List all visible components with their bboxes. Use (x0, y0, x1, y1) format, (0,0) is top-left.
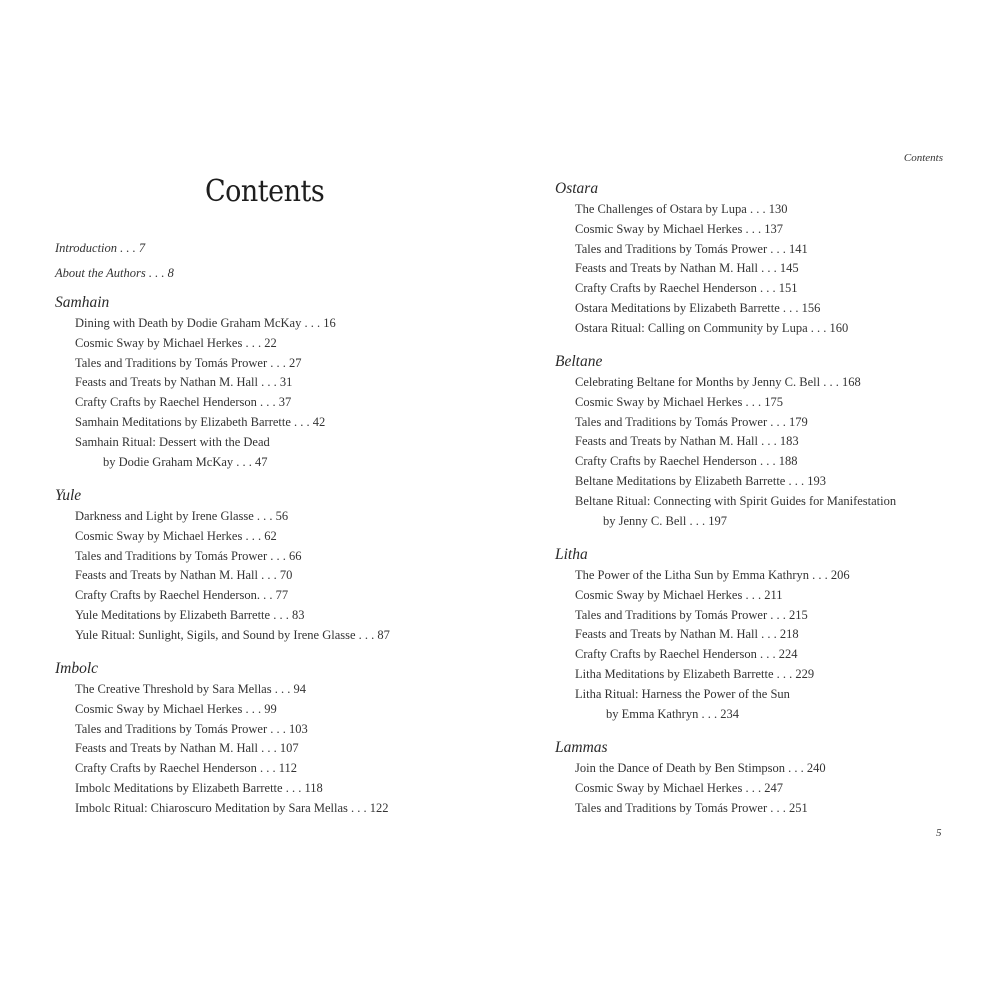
toc-entry[interactable]: Tales and Traditions by Tomás Prower . . . 27 (75, 355, 302, 370)
front-matter-list (55, 236, 174, 285)
toc-entry[interactable]: Yule Meditations by Elizabeth Barrette . . . 83 (75, 607, 305, 622)
section-heading-litha: Litha (555, 546, 588, 563)
toc-entry[interactable]: Cosmic Sway by Michael Herkes . . . 247 (575, 780, 783, 795)
toc-entry[interactable]: Cosmic Sway by Michael Herkes . . . 137 (575, 221, 783, 236)
toc-entry[interactable]: Crafty Crafts by Raechel Henderson . . . 37 (75, 395, 292, 410)
toc-entry-about-the-authors[interactable]: About the Authors . . . 8 (55, 265, 174, 280)
toc-entry[interactable]: Imbolc Ritual: Chiaroscuro Meditation by Sara Mellas . . . 122 (75, 800, 389, 815)
toc-entry[interactable]: Ostara Ritual: Calling on Community by Lupa . . . 160 (575, 320, 849, 335)
toc-entry[interactable]: Join the Dance of Death by Ben Stimpson . . . 240 (575, 761, 826, 775)
toc-entry[interactable]: Ostara Meditations by Elizabeth Barrette . . . 156 (575, 300, 821, 315)
toc-entry[interactable]: Tales and Traditions by Tomás Prower . . . 215 (575, 607, 808, 622)
running-head: Contents (903, 152, 943, 164)
toc-entry[interactable]: Feasts and Treats by Nathan M. Hall . . . 183 (575, 434, 799, 449)
page-number: 5 (936, 827, 942, 839)
toc-entry[interactable]: Feasts and Treats by Nathan M. Hall . . . 31 (75, 375, 293, 390)
toc-section-imbolc (55, 658, 485, 819)
toc-section-ostara (555, 178, 985, 339)
toc-entry[interactable]: The Challenges of Ostara by Lupa . . . 130 (575, 202, 788, 216)
right-page (500, 0, 1000, 1000)
toc-entry[interactable]: Imbolc Meditations by Elizabeth Barrette . . . 118 (75, 780, 323, 795)
section-heading-lammas: Lammas (555, 739, 608, 756)
section-heading-imbolc: Imbolc (55, 660, 99, 677)
toc-entry[interactable]: Tales and Traditions by Tomás Prower . . . 251 (575, 800, 808, 815)
toc-entry[interactable]: Beltane Meditations by Elizabeth Barrette . . . 193 (575, 473, 826, 488)
toc-entry[interactable]: Crafty Crafts by Raechel Henderson. . . 77 (75, 588, 289, 603)
toc-entry[interactable]: Darkness and Light by Irene Glasse . . . 56 (75, 509, 289, 523)
toc-entry[interactable]: Feasts and Treats by Nathan M. Hall . . . 70 (75, 568, 293, 583)
toc-entry[interactable]: Tales and Traditions by Tomás Prower . . . 179 (575, 414, 808, 429)
toc-entry[interactable]: Cosmic Sway by Michael Herkes . . . 22 (75, 335, 277, 350)
toc-entry[interactable]: Cosmic Sway by Michael Herkes . . . 99 (75, 701, 277, 716)
toc-entry[interactable]: Feasts and Treats by Nathan M. Hall . . . 145 (575, 261, 799, 276)
toc-entry[interactable]: Samhain Ritual: Dessert with the Dead (75, 434, 270, 449)
toc-entry[interactable]: Beltane Ritual: Connecting with Spirit Guides for Manifestation (575, 493, 897, 508)
toc-entry[interactable]: Tales and Traditions by Tomás Prower . . . 103 (75, 721, 308, 736)
toc-entry[interactable]: Yule Ritual: Sunlight, Sigils, and Sound by Irene Glasse . . . 87 (75, 627, 390, 642)
toc-entry[interactable]: Tales and Traditions by Tomás Prower . . . 66 (75, 548, 302, 563)
toc-entry[interactable]: Feasts and Treats by Nathan M. Hall . . . 107 (75, 741, 299, 756)
section-heading-beltane: Beltane (555, 353, 603, 370)
toc-entry[interactable]: Crafty Crafts by Raechel Henderson . . . 188 (575, 454, 798, 469)
section-heading-samhain: Samhain (55, 294, 110, 311)
section-heading-ostara: Ostara (555, 180, 599, 197)
toc-section-lammas (555, 737, 985, 818)
toc-entry[interactable]: Crafty Crafts by Raechel Henderson . . . 224 (575, 647, 798, 662)
toc-section-yule (55, 485, 485, 646)
toc-entry-continuation[interactable]: by Emma Kathryn . . . 234 (606, 706, 739, 721)
toc-entry[interactable]: Feasts and Treats by Nathan M. Hall . . . 218 (575, 627, 799, 642)
toc-entry[interactable]: Crafty Crafts by Raechel Henderson . . . 151 (575, 281, 798, 296)
toc-entry[interactable]: Dining with Death by Dodie Graham McKay . . . 16 (75, 316, 336, 330)
toc-entry[interactable]: The Creative Threshold by Sara Mellas . . . 94 (75, 682, 306, 696)
toc-entry-continuation[interactable]: by Dodie Graham McKay . . . 47 (103, 454, 268, 469)
page-title: Contents (205, 174, 325, 209)
toc-entry[interactable]: The Power of the Litha Sun by Emma Kathryn . . . 206 (575, 568, 850, 582)
toc-section-samhain (55, 292, 485, 472)
toc-entry[interactable]: Cosmic Sway by Michael Herkes . . . 175 (575, 394, 783, 409)
toc-entry[interactable]: Crafty Crafts by Raechel Henderson . . . 112 (75, 761, 298, 776)
toc-entry[interactable]: Cosmic Sway by Michael Herkes . . . 211 (575, 587, 783, 602)
toc-entry[interactable]: Litha Meditations by Elizabeth Barrette . . . 229 (575, 666, 815, 681)
toc-section-beltane (555, 351, 985, 531)
toc-entry[interactable]: Tales and Traditions by Tomás Prower . . . 141 (575, 241, 808, 256)
toc-entry[interactable]: Samhain Meditations by Elizabeth Barrette . . . 42 (75, 414, 326, 429)
toc-section-litha (555, 544, 985, 724)
toc-entry[interactable]: Litha Ritual: Harness the Power of the Sun (575, 686, 790, 701)
toc-entry-continuation[interactable]: by Jenny C. Bell . . . 197 (603, 513, 727, 528)
toc-entry[interactable]: Celebrating Beltane for Months by Jenny C. Bell . . . 168 (575, 375, 861, 389)
toc-entry-introduction[interactable]: Introduction . . . 7 (55, 241, 146, 255)
toc-entry[interactable]: Cosmic Sway by Michael Herkes . . . 62 (75, 528, 277, 543)
section-heading-yule: Yule (55, 487, 82, 504)
